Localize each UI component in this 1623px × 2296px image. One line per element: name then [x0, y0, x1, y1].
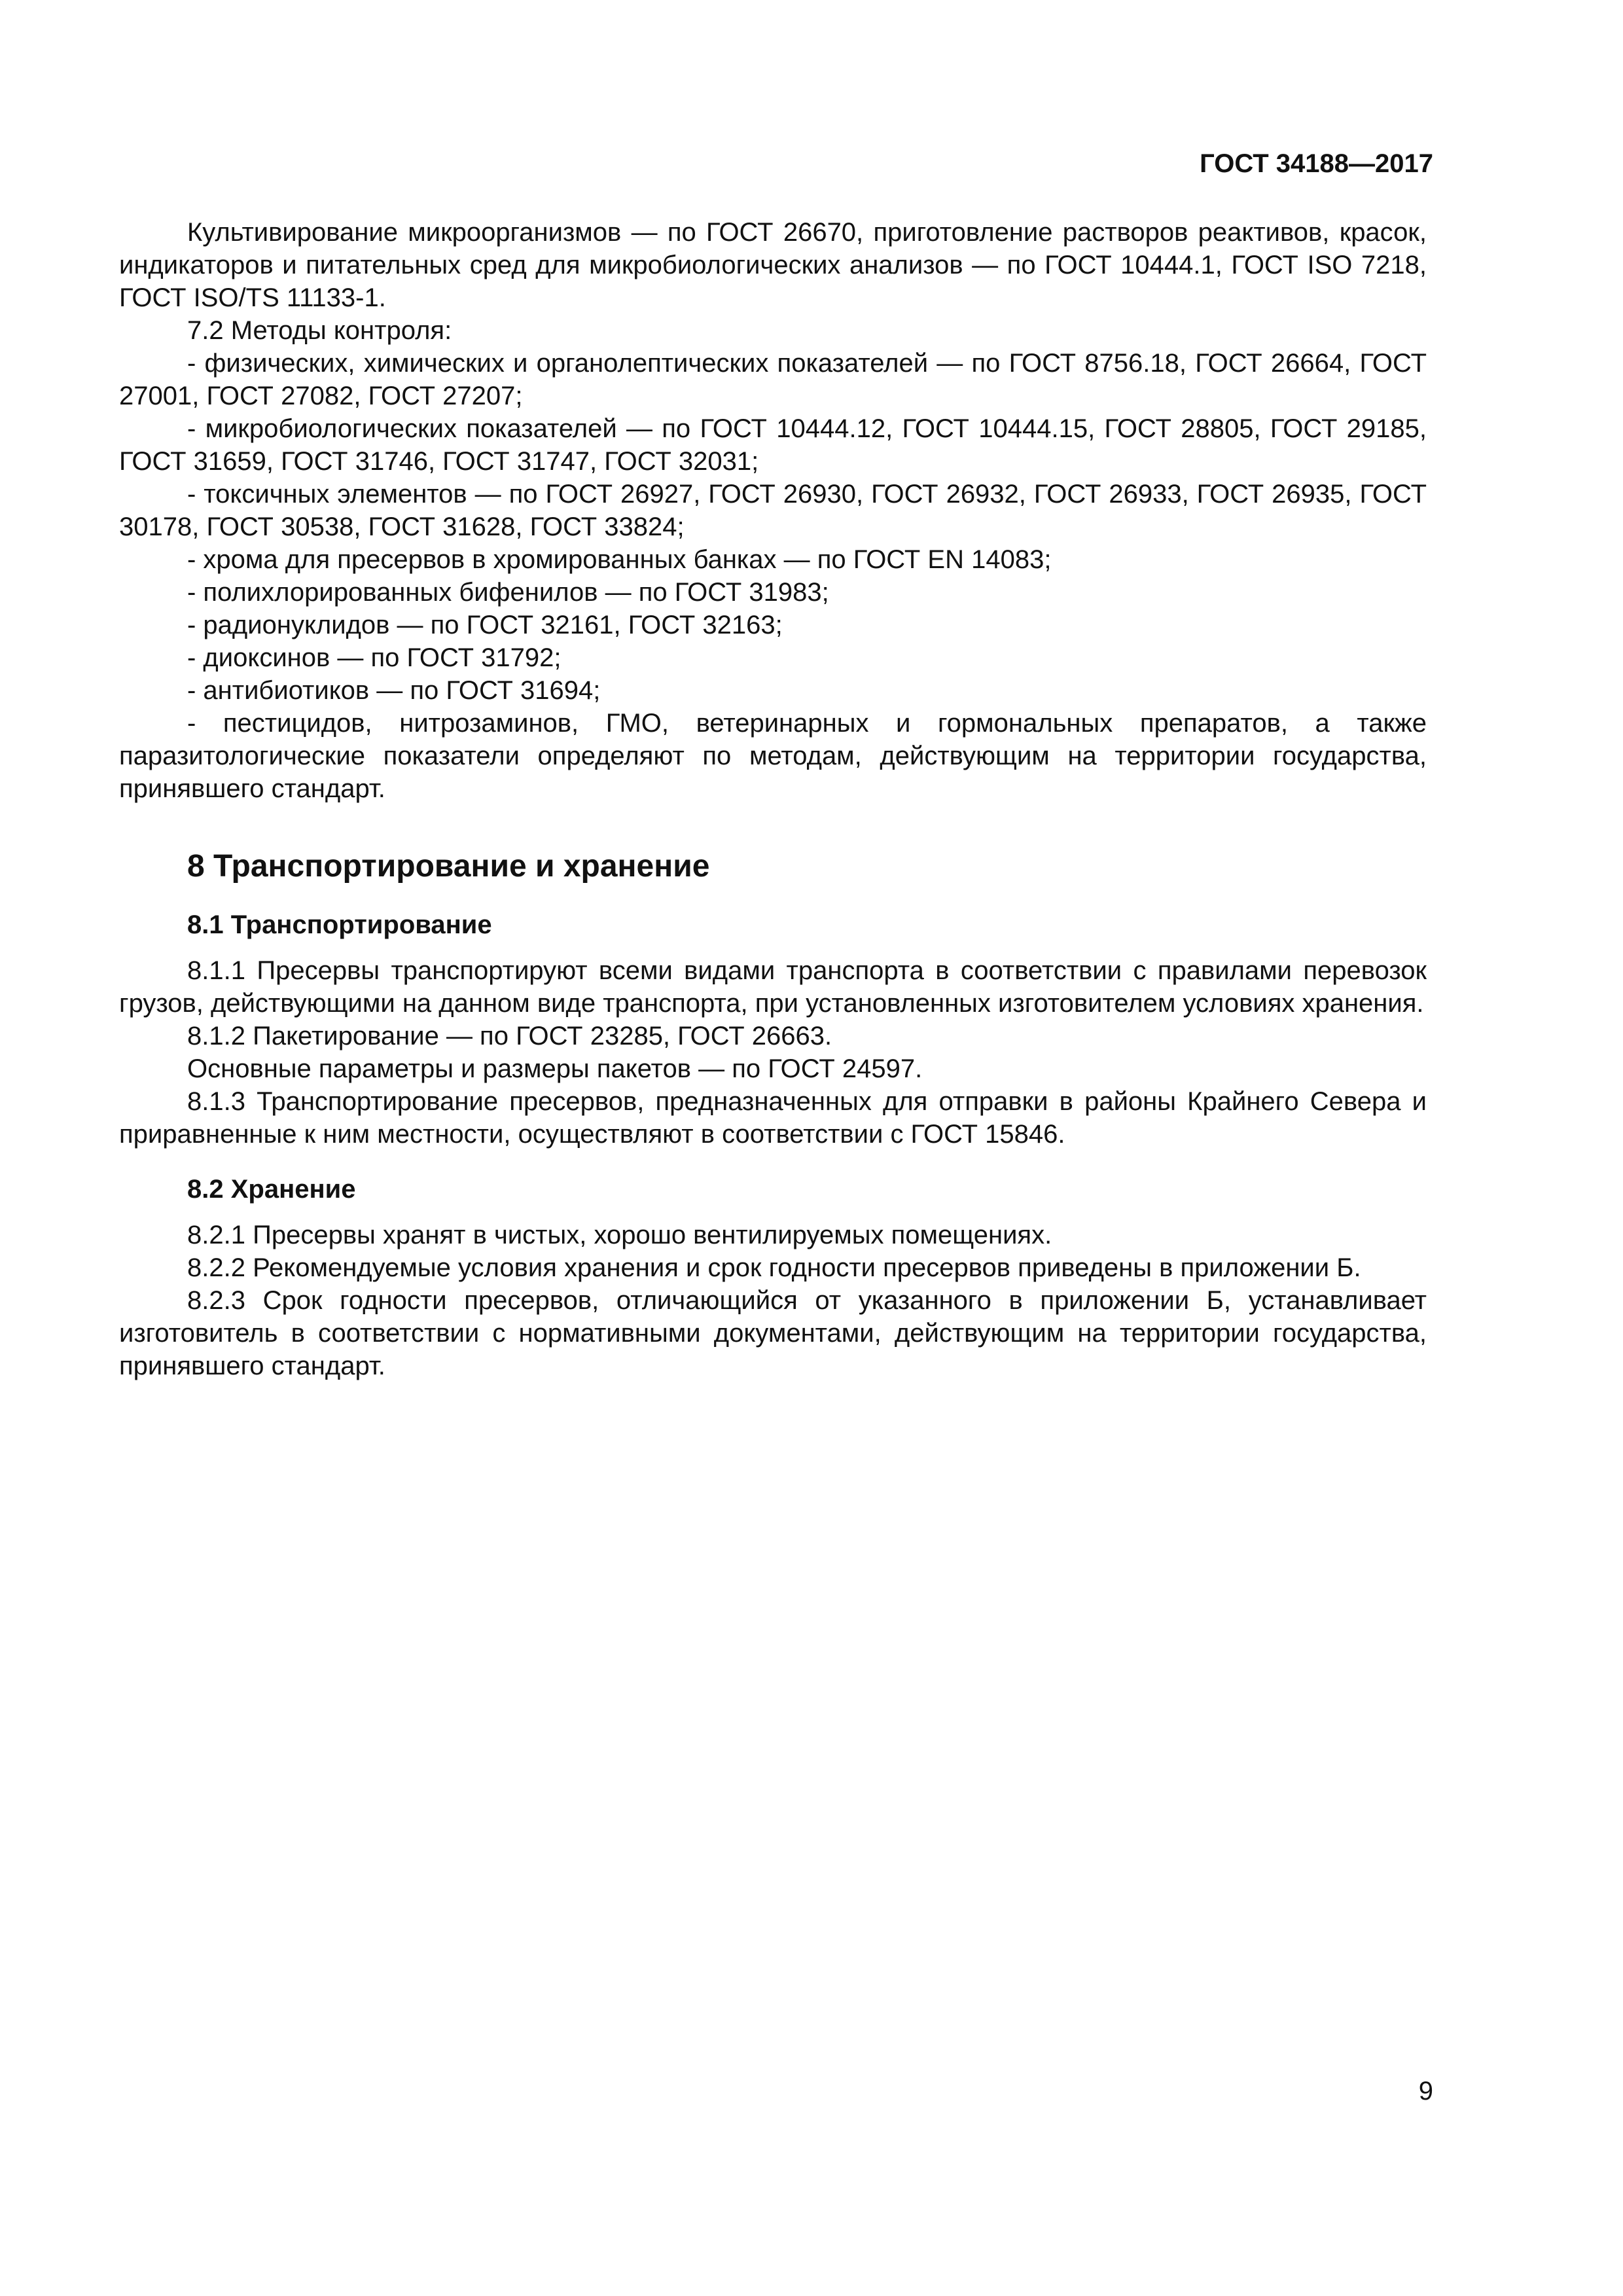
section-8-title: 8 Транспортирование и хранение [187, 849, 710, 884]
list-item-control-method: - антибиотиков — по ГОСТ 31694; [187, 676, 601, 705]
page-number: 9 [1418, 2077, 1433, 2106]
list-item-control-method: - токсичных элементов — по ГОСТ 26927, ГОСТ 26930, ГОСТ 26932, ГОСТ 26933, ГОСТ 26935, ГОСТ 30178, ГОСТ 30538, ГОСТ 31628, ГОСТ 33824; [119, 480, 1427, 541]
paragraph-8-1-2: 8.1.2 Пакетирование — по ГОСТ 23285, ГОСТ 26663. [187, 1022, 832, 1050]
subsection-8-2-title: 8.2 Хранение [187, 1175, 356, 1204]
list-item-control-method: - микробиологических показателей — по ГОСТ 10444.12, ГОСТ 10444.15, ГОСТ 28805, ГОСТ 29185, ГОСТ 31659, ГОСТ 31746, ГОСТ 31747, ГОСТ 32031; [119, 414, 1427, 476]
list-item-control-method: - физических, химических и органолептических показателей — по ГОСТ 8756.18, ГОСТ 26664, ГОСТ 27001, ГОСТ 27082, ГОСТ 27207; [119, 349, 1427, 410]
paragraph-8-2-3: 8.2.3 Срок годности пресервов, отличающийся от указанного в приложении Б, устанавливает изготовитель в соответствии с нормативными документами, действующим на территории государства, принявшего стандарт. [119, 1286, 1427, 1380]
list-item-control-method: - радионуклидов — по ГОСТ 32161, ГОСТ 32163; [187, 611, 783, 639]
document-body [119, 216, 1427, 1382]
document-header-standard-id: ГОСТ 34188—2017 [1200, 149, 1433, 178]
list-item-control-method: - пестицидов, нитрозаминов, ГМО, ветеринарных и гормональных препаратов, а также паразитологические показатели определяют по методам, действующим на территории государства, принявшего стандарт. [119, 709, 1427, 803]
paragraph-7-2: 7.2 Методы контроля: [187, 316, 452, 345]
paragraph-8-1-3: 8.1.3 Транспортирование пресервов, предназначенных для отправки в районы Крайнего Севера и приравненные к ним местности, осуществляют в соответствии с ГОСТ 15846. [119, 1087, 1427, 1149]
paragraph-cultivation: Культивирование микроорганизмов — по ГОСТ 26670, приготовление растворов реактивов, красок, индикаторов и питательных сред для микробиологических анализов — по ГОСТ 10444.1, ГОСТ ISO 7218, ГОСТ ISO/TS 11133-1. [119, 218, 1427, 312]
list-item-control-method: - хрома для пресервов в хромированных банках — по ГОСТ EN 14083; [187, 545, 1052, 574]
paragraph-8-2-1: 8.2.1 Пресервы хранят в чистых, хорошо вентилируемых помещениях. [187, 1221, 1052, 1249]
paragraph-8-2-2: 8.2.2 Рекомендуемые условия хранения и срок годности пресервов приведены в приложении Б. [187, 1253, 1361, 1282]
subsection-8-1-title: 8.1 Транспортирование [187, 910, 492, 939]
list-item-control-method: - полихлорированных бифенилов — по ГОСТ 31983; [187, 578, 829, 607]
paragraph-package-params: Основные параметры и размеры пакетов — по ГОСТ 24597. [187, 1054, 923, 1083]
paragraph-8-1-1: 8.1.1 Пресервы транспортируют всеми видами транспорта в соответствии с правилами перевозок грузов, действующими на данном виде транспорта, при установленных изготовителем условиях хранения. [119, 956, 1427, 1018]
list-item-control-method: - диоксинов — по ГОСТ 31792; [187, 643, 562, 672]
